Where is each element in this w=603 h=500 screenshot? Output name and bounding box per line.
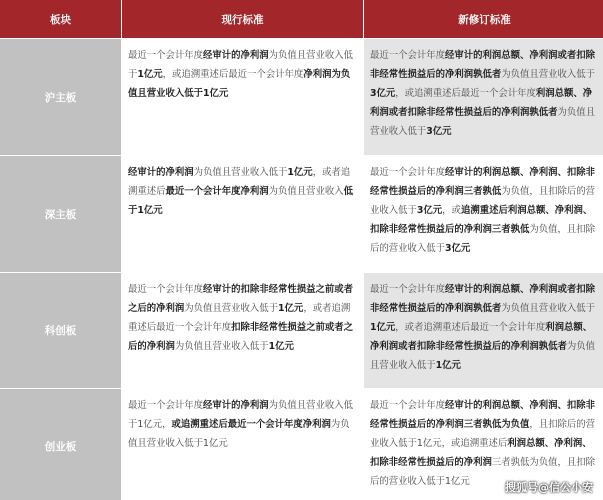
body-text: 为负值且营业收入低于 (370, 107, 596, 137)
emphasis-text: 经审计的净利润 (128, 167, 194, 178)
emphasis-text: 1亿元 (287, 167, 313, 178)
emphasis-text: 扣除非经常性损益之前或者之后的净利润 (128, 322, 354, 352)
body-text: 为负值且营业收入低于 (128, 50, 354, 80)
revised-standard-cell (364, 273, 603, 388)
emphasis-text: 1亿元 (268, 341, 294, 352)
emphasis-text: 净利润为负值且营业收入低于1亿元 (128, 69, 351, 99)
revised-standard-cell (364, 39, 603, 155)
body-text: ，或追溯重述后最近一个会计年度 (395, 88, 536, 99)
header-board: 板块 (0, 0, 121, 38)
body-text: 三者孰低为负值，且扣除后的营业收入低于1亿元 (370, 457, 596, 487)
body-text: 为负值且营业收入低于1亿元， (128, 400, 354, 430)
header-current-standard: 现行标准 (122, 0, 363, 38)
body-text: 最近一个会计年度 (128, 50, 204, 61)
current-standard-cell (122, 39, 363, 155)
body-text: 为负值且营业收入低于 (193, 167, 288, 178)
emphasis-text: 追溯重述后利润总额、净利润、扣除非经常性损益后的净利润三者孰低 (370, 205, 593, 235)
emphasis-text: 经审计的利润总额、净利润或者扣除非经常性损益后的净利润孰低者 (370, 50, 596, 80)
body-text: 为负值且营业收入低于1亿元 (128, 419, 350, 449)
body-text: ，或 (442, 205, 461, 216)
body-text: 最近一个会计年度 (370, 400, 446, 411)
body-text: 最近一个会计年度 (370, 167, 446, 178)
body-text: 为负值且营业收入低于 (501, 69, 596, 80)
body-text: ，或追溯重述后最近一个会计年度 (162, 69, 304, 80)
emphasis-text: 1亿元 (370, 322, 396, 333)
header-revised-standard: 新修订标准 (364, 0, 603, 38)
body-text: ，或者追溯重述后最近一个会计年度 (128, 303, 351, 333)
emphasis-text: 利润总额、净利润或者扣除非经常性损益后的净利润孰低者 (370, 322, 593, 352)
body-text: ，且扣除后的营业收入低于1亿元，或追溯重述后 (370, 419, 596, 449)
board-label: 深主板 (0, 156, 121, 272)
body-text: 为负值且营业收入 (268, 186, 344, 197)
board-label: 创业板 (0, 389, 121, 500)
emphasis-text: 1亿元 (435, 360, 461, 371)
emphasis-text: 经审计的利润总额、净利润、扣除非经常性损益后的净利润三者孰低为负值 (370, 400, 596, 430)
body-text: 最近一个会计年度 (370, 284, 446, 295)
body-text: 最近一个会计年度 (128, 400, 204, 411)
body-text: 最近一个会计年度 (128, 284, 204, 295)
board-label: 沪主板 (0, 39, 121, 155)
body-text: ，或者追溯重述后最近一个会计年度 (395, 322, 546, 333)
body-text: 为负值，且扣除后的营业收入低于 (370, 186, 596, 216)
board-label: 科创板 (0, 273, 121, 388)
body-text: 为负值且营业收入低于 (174, 341, 269, 352)
emphasis-text: 利润总额、净利润、扣除非经常性损益后的净利润 (370, 438, 592, 468)
emphasis-text: 3亿元 (426, 126, 452, 137)
emphasis-text: 或追溯重述后最近一个会计年度净利润 (171, 419, 331, 430)
watermark: 搜狐号@信公小安 (505, 481, 593, 494)
emphasis-text: 最近一个会计年度净利润 (165, 186, 269, 197)
body-text: 为负值，且扣除后的营业收入低于 (370, 224, 596, 254)
body-text: 最近一个会计年度 (370, 50, 446, 61)
emphasis-text: 经审计的利润总额、净利润、扣除非经常性损益后的净利润三者孰低 (370, 167, 596, 197)
emphasis-text: 3亿元 (370, 88, 396, 99)
body-text: 为负值且营业收入低于 (501, 303, 596, 314)
body-text: 为负值且营业收入低于 (184, 303, 279, 314)
revised-standard-cell (364, 156, 603, 272)
emphasis-text: 3亿元 (445, 243, 471, 254)
body-text: ，或者追溯重述后 (128, 167, 351, 197)
emphasis-text: 3亿元 (416, 205, 443, 216)
emphasis-text: 1亿元 (137, 69, 163, 80)
current-standard-cell (122, 389, 363, 500)
emphasis-text: 利润总额、净利润或者扣除非经常性损益后的净利润孰低者 (370, 88, 593, 118)
emphasis-text: 经审计的净利润 (203, 400, 269, 411)
emphasis-text: 低于1亿元 (128, 186, 354, 216)
emphasis-text: 经审计的扣除非经常性损益之前或者之后的净利润 (128, 284, 354, 314)
emphasis-text: 经审计的净利润 (203, 50, 269, 61)
emphasis-text: 1亿元 (278, 303, 304, 314)
current-standard-cell (122, 156, 363, 272)
current-standard-cell (122, 273, 363, 388)
body-text: 为负值且营业收入低于 (370, 341, 596, 371)
emphasis-text: 经审计的利润总额、净利润或者扣除非经常性损益后的净利润孰低者 (370, 284, 596, 314)
